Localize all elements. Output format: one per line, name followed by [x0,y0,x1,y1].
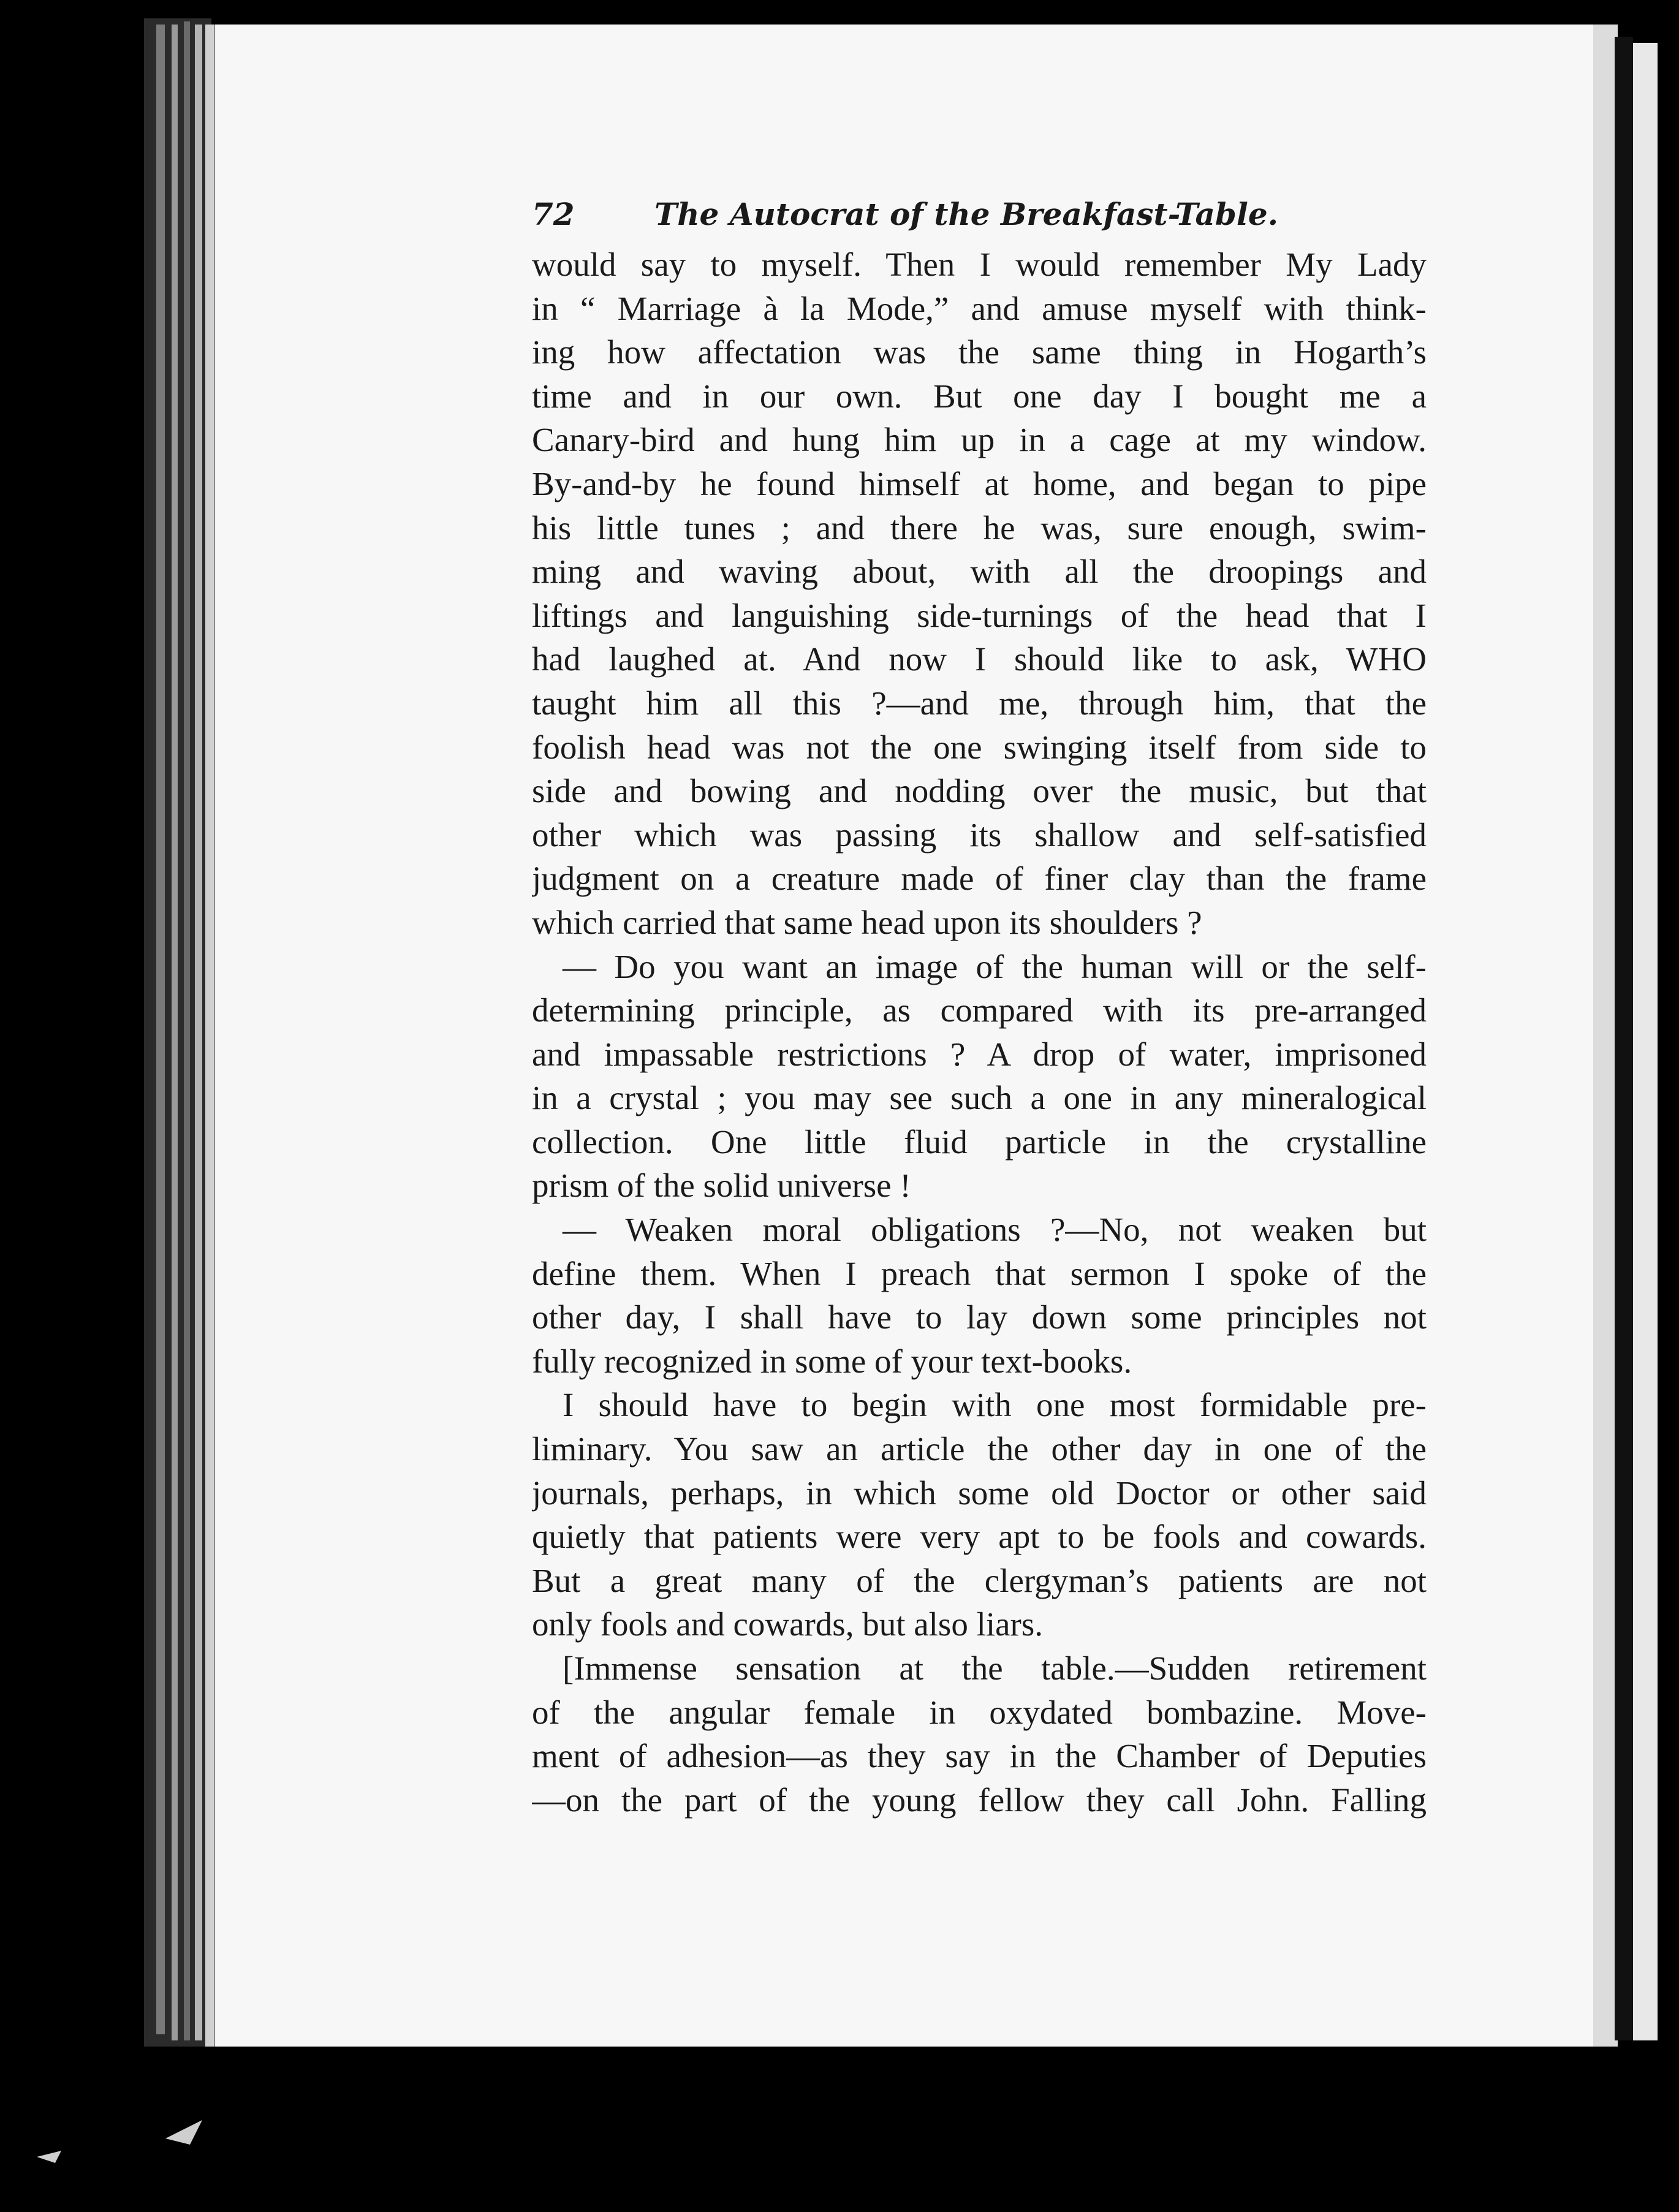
text-line: other which was passing its shallow and self-satisfied [532,816,1427,854]
text-line: his little tunes ; and there he was, sure enough, swim- [532,509,1427,547]
text-line: had laughed at. And now I should like to ask, WHO [532,640,1427,678]
text-line: judgment on a creature made of finer clay than the frame [532,860,1427,898]
text-line: other day, I shall have to lay down some principles not [532,1298,1427,1336]
text-line: of the angular female in oxydated bombazine. Move- [532,1693,1427,1731]
text-line: only fools and cowards, but also liars. [532,1605,1044,1643]
text-line: determining principle, as compared with its pre-arranged [532,991,1427,1029]
text-line: define them. When I preach that sermon I spoke of the [532,1254,1427,1292]
text-line: ment of adhesion—as they say in the Chamber of Deputies [532,1737,1427,1775]
text-line: — Weaken moral obligations ?—No, not weaken but [563,1211,1427,1249]
text-line: in “ Marriage à la Mode,” and amuse myself with think- [532,289,1427,327]
text-line: collection. One little fluid particle in the crystalline [532,1123,1427,1161]
text-line: side and bowing and nodding over the music, but that [532,772,1427,810]
text-line: ing how affectation was the same thing in Hogarth’s [532,333,1427,371]
text-line: liminary. You saw an article the other day in one of the [532,1430,1427,1468]
text-line: time and in our own. But one day I bought me a [532,377,1427,415]
page-number: 72 [532,196,575,232]
text-line: — Do you want an image of the human will or the self- [563,947,1427,985]
body-text [532,243,1427,1822]
text-line: in a crystal ; you may see such a one in any mineralogical [532,1079,1427,1117]
text-line: [Immense sensation at the table.—Sudden retirement [563,1650,1427,1687]
page-content [532,196,1427,1822]
text-line: I should have to begin with one most formidable pre- [563,1386,1427,1424]
text-line: would say to myself. Then I would remember My Lady [532,246,1427,283]
text-line: Canary-bird and hung him up in a cage at my window. [532,421,1427,459]
text-line: liftings and languishing side-turnings of the head that I [532,596,1427,634]
text-line: taught him all this ?—and me, through him, that the [532,684,1427,722]
text-line: By-and-by he found himself at home, and began to pipe [532,464,1427,502]
text-line: fully recognized in some of your text-books. [532,1342,1132,1380]
running-title: The Autocrat of the Breakfast-Table. [654,196,1279,232]
text-line: journals, perhaps, in which some old Doctor or other said [532,1474,1427,1512]
text-line: prism of the solid universe ! [532,1167,911,1205]
text-line: quietly that patients were very apt to be fools and cowards. [532,1518,1427,1556]
running-head [532,196,1427,243]
text-line: foolish head was not the one swinging itself from side to [532,728,1427,766]
text-line: and impassable restrictions ? A drop of water, imprisoned [532,1035,1427,1073]
text-line: which carried that same head upon its shoulders ? [532,903,1202,941]
text-line: ming and waving about, with all the droopings and [532,553,1427,591]
text-line: But a great many of the clergyman’s patients are not [532,1561,1427,1599]
text-line: —on the part of the young fellow they call John. Falling [532,1781,1427,1819]
